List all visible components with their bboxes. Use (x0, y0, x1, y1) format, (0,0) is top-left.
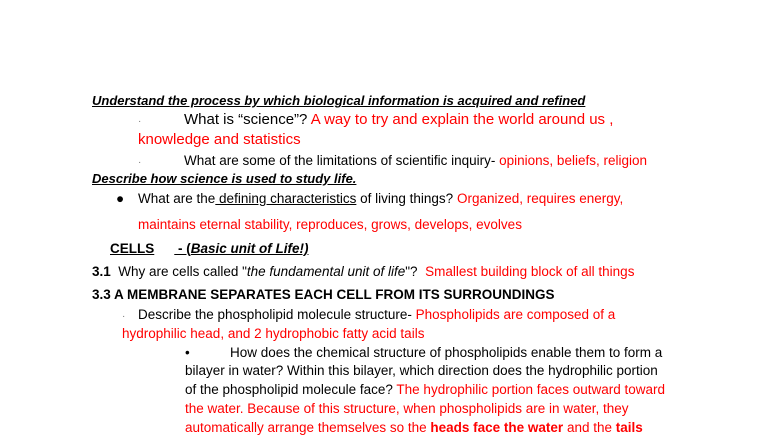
section-heading-science-process: Understand the process by which biological information is acquired and refined (92, 93, 586, 108)
answer-text-continued: hydrophilic head, and 2 hydrophobic fatty acid tails (122, 326, 425, 341)
question-text: Why are cells called " (118, 264, 247, 279)
answer-bold: tails (615, 420, 643, 435)
answer-text: Organized, requires energy, (456, 191, 624, 206)
answer-text-continued: maintains eternal stability, reproduces, grows, develops, evolves (138, 217, 522, 232)
question-phospholipid-structure (122, 307, 615, 325)
answer-line4: the water. Because of this structure, when phospholipids are in water, they (185, 401, 629, 416)
bullet-icon: · (138, 157, 142, 168)
question-bilayer-line2: bilayer in water? Within this bilayer, which direction does the hydrophilic portion (185, 363, 658, 378)
cells-heading (92, 241, 309, 257)
cells-subtitle: Basic unit of Life!) (190, 241, 309, 256)
question-bilayer-line3 (185, 382, 665, 398)
bullet-icon: · (122, 311, 126, 322)
bullet-icon: • (185, 345, 190, 360)
question-text: How does the chemical structure of phospholipids enable them to form a (230, 345, 663, 360)
answer-text: opinions, beliefs, religion (499, 153, 647, 168)
answer-text: and the (563, 420, 616, 435)
question-end: "? (405, 264, 418, 279)
underlined-term: defining characteristics (215, 191, 357, 206)
answer-text: A way to try and explain the world around us , (310, 111, 614, 128)
question-text: What is “science”? (184, 111, 308, 128)
answer-text-continued: knowledge and statistics (138, 131, 301, 148)
section-heading-study-life: Describe how science is used to study life. (92, 171, 357, 186)
bullet-icon: ● (116, 191, 125, 206)
question-limitations (138, 153, 647, 171)
section-3-1 (92, 264, 634, 280)
answer-text: Smallest building block of all things (425, 264, 635, 279)
cells-dash: - ( (174, 241, 191, 256)
answer-text: The hydrophilic portion faces outward toward (396, 382, 666, 397)
bullet-icon: · (138, 116, 142, 127)
question-text: What are some of the limitations of scientific inquiry- (184, 153, 496, 168)
question-text: of the phospholipid molecule face? (185, 382, 393, 397)
section-number: 3.1 (92, 264, 111, 279)
question-text: What are the (138, 191, 216, 206)
question-text-suffix: of living things? (356, 191, 454, 206)
question-characteristics (116, 191, 623, 207)
question-what-is-science (138, 112, 613, 130)
answer-text: automatically arrange themselves so the (185, 420, 431, 435)
section-3-3-heading: 3.3 A MEMBRANE SEPARATES EACH CELL FROM ITS SURROUNDINGS (92, 287, 555, 302)
question-italic: the fundamental unit of life (246, 264, 406, 279)
answer-bold: heads face the water (430, 420, 564, 435)
answer-text: Phospholipids are composed of a (415, 307, 616, 322)
cells-title: CELLS (110, 241, 155, 256)
question-text: Describe the phospholipid molecule structure- (138, 307, 412, 322)
answer-line5 (185, 420, 643, 436)
question-bilayer (185, 345, 662, 361)
